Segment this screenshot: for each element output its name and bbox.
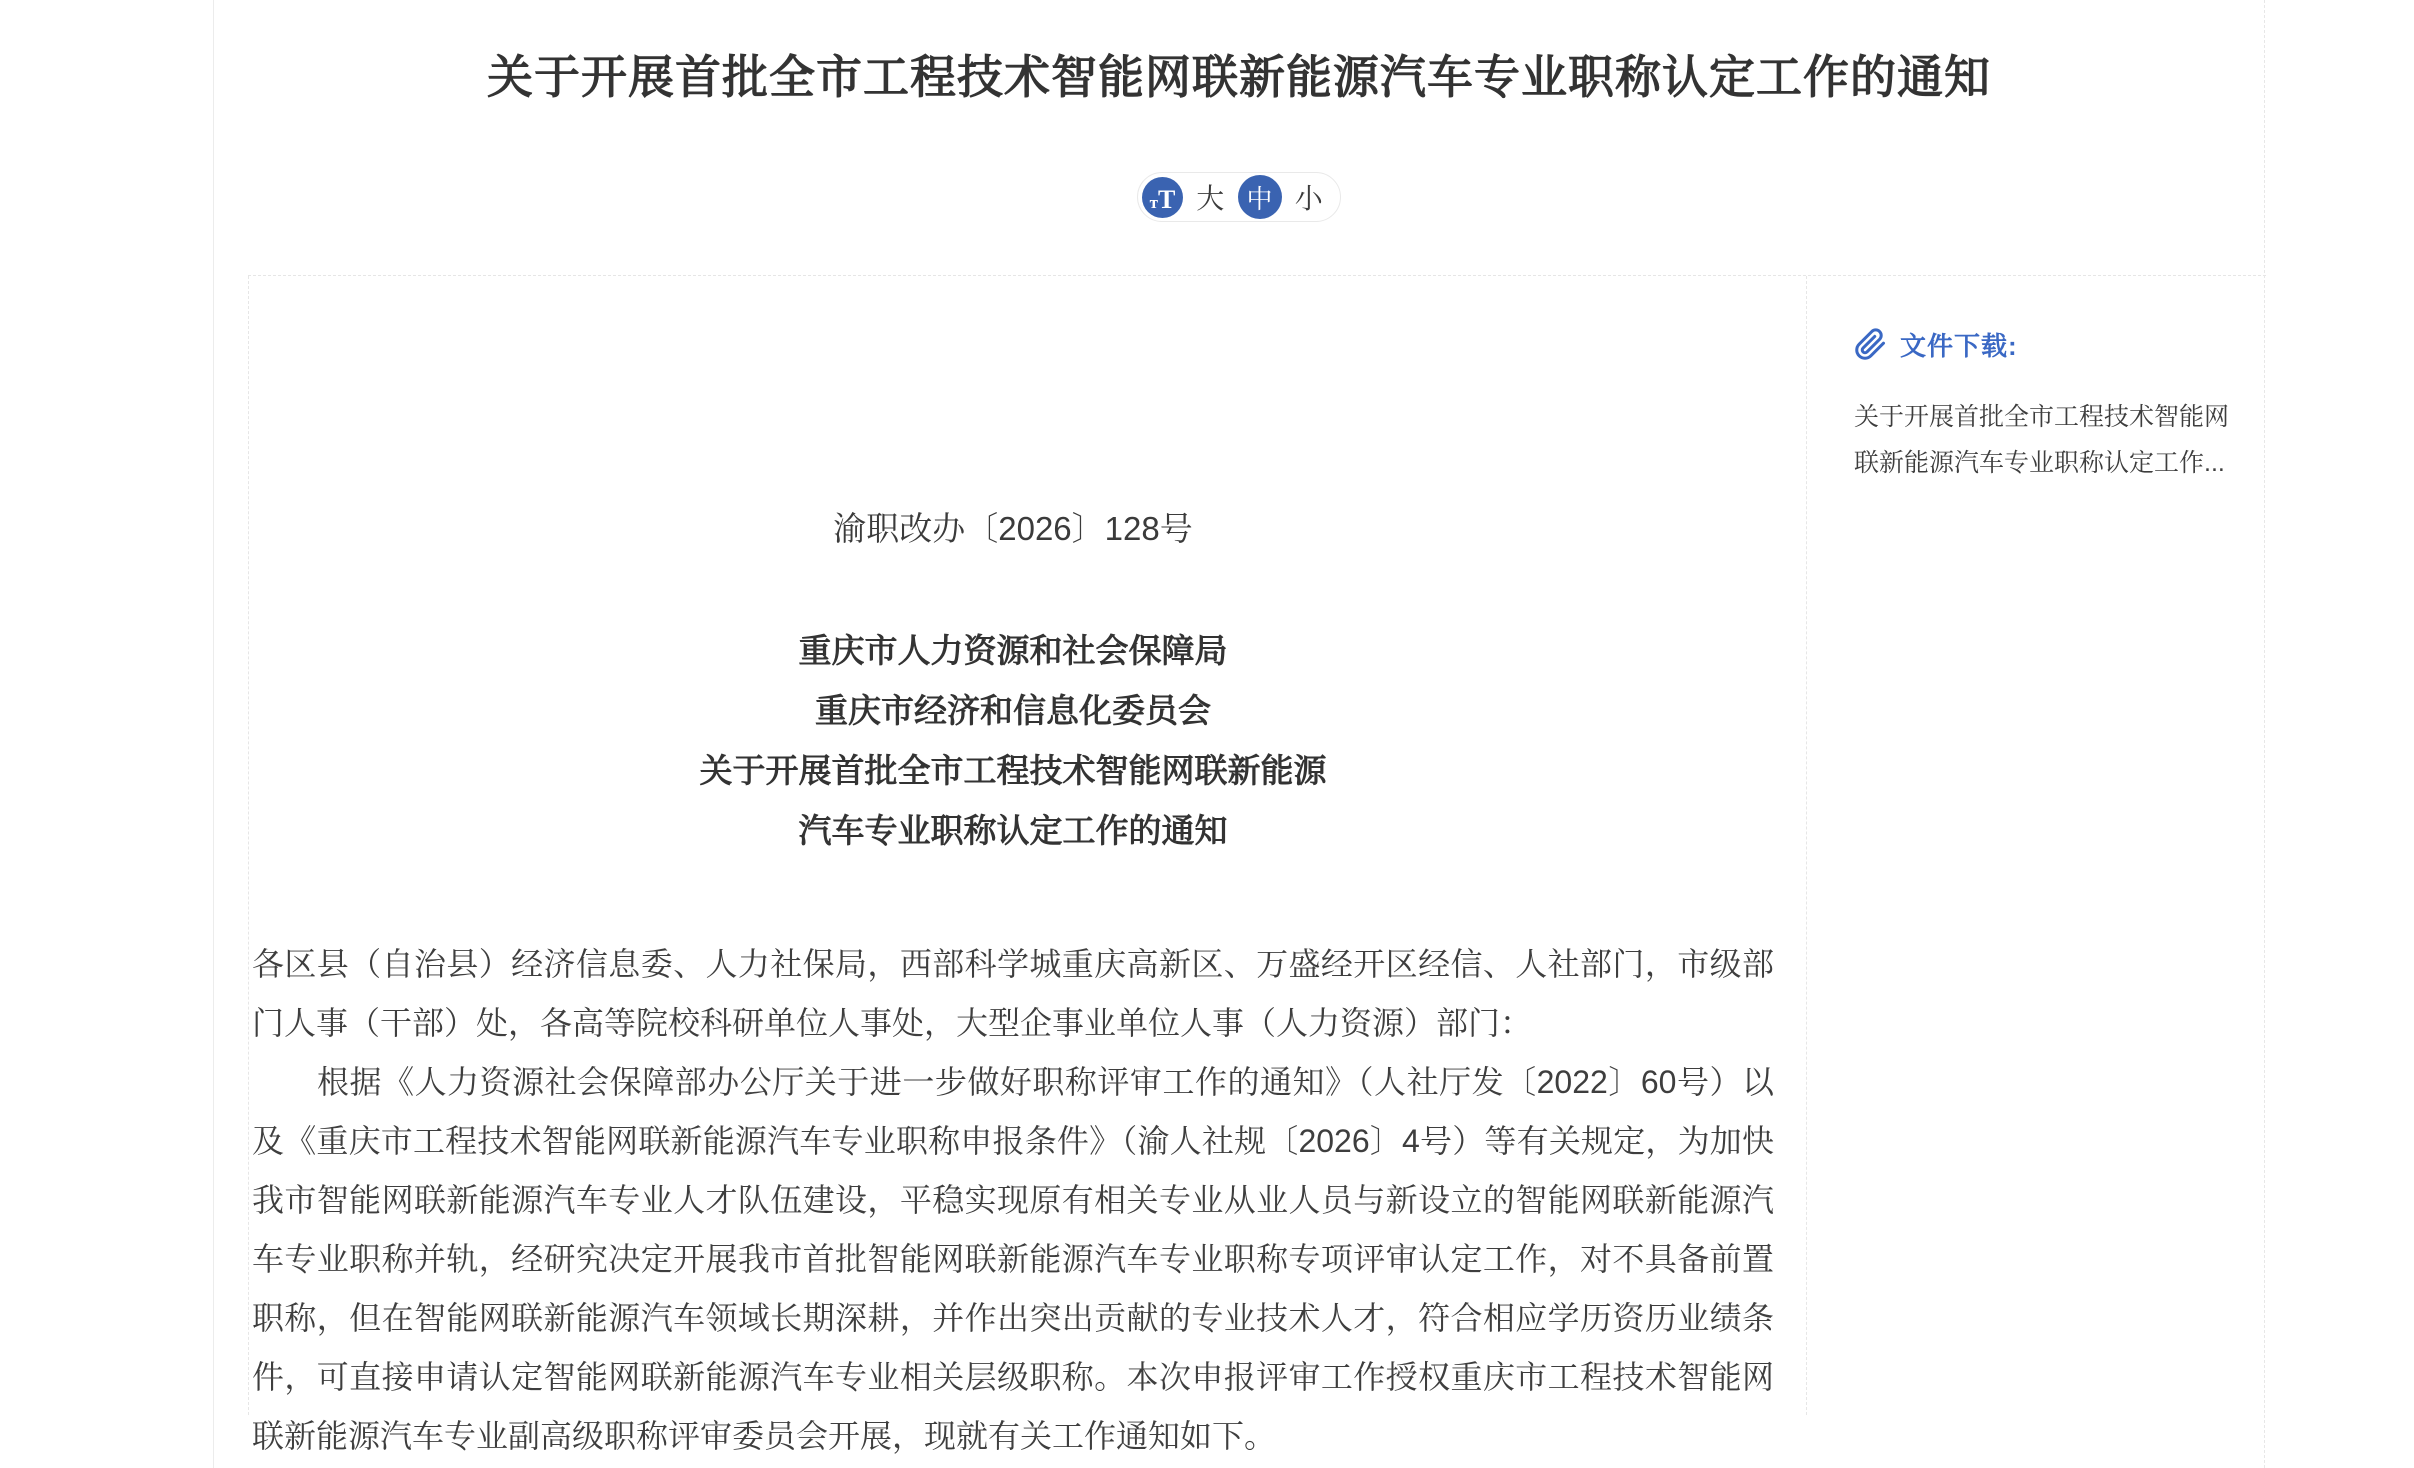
attachment-download-link[interactable] <box>1854 394 2246 486</box>
font-size-icon: т T <box>1142 177 1183 218</box>
body-text-line: 我市智能网联新能源汽车专业人才队伍建设，平稳实现原有相关专业从业人员与新设立的智能网联新能源汽 <box>252 1182 1774 1218</box>
body-text-line: 职称，但在智能网联新能源汽车领域长期深耕，并作出突出贡献的专业技术人才，符合相应学历资历业绩条 <box>252 1300 1774 1336</box>
attachment-link-line: 联新能源汽车专业职称认定工作... <box>1854 449 2225 477</box>
font-size-controls-row <box>214 172 2264 222</box>
font-size-medium-button[interactable]: 中 <box>1238 175 1282 219</box>
paperclip-icon <box>1854 328 1887 361</box>
download-sidebar <box>1807 276 2266 1415</box>
issuer-line-2: 重庆市经济和信息化委员会 <box>815 692 1211 729</box>
body-text-line: 件，可直接申请认定智能网联新能源汽车专业相关层级职称。本次申报评审工作授权重庆市工程技术智能网 <box>252 1359 1774 1395</box>
download-header <box>1854 326 2246 363</box>
body-text-line: 车专业职称并轨，经研究决定开展我市首批智能网联新能源汽车专业职称专项评审认定工作，对不具备前置 <box>252 1241 1774 1277</box>
font-size-small-button[interactable]: 小 <box>1294 183 1323 214</box>
attachment-link-line: 关于开展首批全市工程技术智能网 <box>1854 403 2230 431</box>
body-text-line: 门人事（干部）处，各高等院校科研单位人事处，大型企事业单位人事（人力资源）部门： <box>252 1005 1533 1041</box>
body-text-line: 各区县（自治县）经济信息委、人力社保局，西部科学城重庆高新区、万盛经开区经信、人社部门，市级部 <box>252 946 1774 982</box>
content-row <box>248 275 2266 1454</box>
body-text-line: 根据《人力资源社会保障部办公厅关于进一步做好职称评审工作的通知》（人社厅发〔2022〕60号）以 <box>252 1064 1774 1100</box>
issuer-line-1: 重庆市人力资源和社会保障局 <box>798 632 1228 669</box>
document-number: 渝职改办〔2026〕128号 <box>833 510 1193 547</box>
document-body <box>252 935 1774 1466</box>
download-section-title: 文件下载: <box>1900 331 2018 361</box>
document-title-line-2: 汽车专业职称认定工作的通知 <box>798 812 1228 849</box>
font-size-pill <box>1137 172 1341 222</box>
document-headings <box>252 621 1774 861</box>
article-page-card <box>213 0 2265 1468</box>
font-size-large-button[interactable]: 大 <box>1196 183 1225 214</box>
document-viewer <box>248 276 1807 1454</box>
body-text-line: 联新能源汽车专业副高级职称评审委员会开展，现就有关工作通知如下。 <box>252 1418 1277 1454</box>
page-title: 关于开展首批全市工程技术智能网联新能源汽车专业职称认定工作的通知 <box>487 51 1991 103</box>
body-text-line: 及《重庆市工程技术智能网联新能源汽车专业职称申报条件》（渝人社规〔2026〕4号）等有关规定，为加快 <box>252 1123 1774 1159</box>
document-title-line-1: 关于开展首批全市工程技术智能网联新能源 <box>699 752 1327 789</box>
